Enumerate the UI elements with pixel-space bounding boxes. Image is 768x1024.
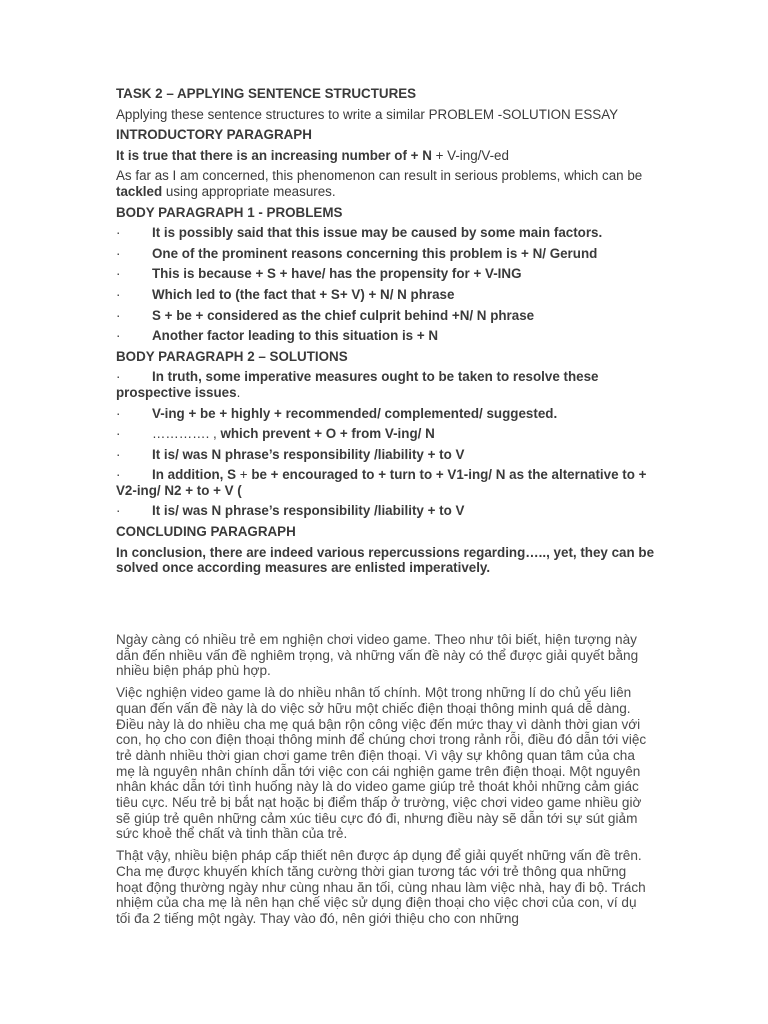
bullet: · (116, 405, 121, 421)
body1-item (116, 308, 656, 324)
body1-item (116, 225, 656, 241)
body2-heading: BODY PARAGRAPH 2 – SOLUTIONS (116, 348, 348, 364)
body2-item5-rest: be + encouraged to + turn to + V1-ing/ N as the alternative to + V2-ing/ N2 + to + V ( (116, 467, 647, 498)
body2-item3-text: which prevent + O + from V-ing/ N (220, 426, 435, 442)
body2-item5-bold: In addition, S (152, 467, 240, 483)
body2-item3-dots: …………. , (152, 426, 221, 442)
bullet: · (116, 266, 121, 282)
bullet: · (116, 426, 121, 442)
intro-line-1 (116, 148, 656, 164)
conclusion-heading: CONCLUDING PARAGRAPH (116, 524, 296, 540)
body2-item6-text: It is/ was N phrase’s responsibility /liability + to V (152, 503, 465, 519)
document-vietnamese-section (116, 632, 652, 933)
body1-item (116, 287, 656, 303)
bullet: · (116, 286, 121, 302)
body1-item-text: One of the prominent reasons concerning this problem is + N/ Gerund (152, 245, 598, 261)
conclusion-text: In conclusion, there are indeed various repercussions regarding….., yet, they can be solved once according measures are enlisted imperatively. (116, 544, 655, 576)
bullet: · (116, 328, 121, 344)
vietnamese-paragraph: Thật vậy, nhiều biện pháp cấp thiết nên được áp dụng để giải quyết những vấn đề trên. Cha mẹ được khuyến khích tăng cường thời gian tương tác với trẻ thông qua những hoạt động thường ngày như cùng nhau ăn tối, cùng nhau làm việc nhà, hay đi bộ. Trách nhiệm của cha mẹ là nên hạn chế việc sử dụng điện thoại cho việc chơi của con, ví dụ tối đa 2 tiếng một ngày. Thay vào đó, nên giới thiệu cho con những (116, 848, 646, 926)
intro-line-1-rest: + V-ing/V-ed (431, 147, 509, 163)
intro-heading: INTRODUCTORY PARAGRAPH (116, 127, 312, 143)
body2-item3 (152, 426, 656, 442)
body2-item5-plus: + (239, 467, 248, 483)
body1-heading: BODY PARAGRAPH 1 - PROBLEMS (116, 204, 343, 220)
vietnamese-paragraph: Ngày càng có nhiều trẻ em nghiện chơi video game. Theo như tôi biết, hiện tượng này dẫn đến nhiều vấn đề nghiêm trọng, và những vấn đề này có thể được giải quyết bằng nhiều biện pháp phù hợp. (116, 632, 639, 679)
task-title: TASK 2 – APPLYING SENTENCE STRUCTURES (116, 86, 417, 101)
document-english-section (116, 86, 656, 581)
body1-item-text: Another factor leading to this situation is + N (152, 328, 439, 344)
body2-item (116, 503, 656, 519)
intro-line-2-b: using appropriate measures. (162, 183, 336, 199)
body2-item (116, 447, 656, 463)
body1-item-text: It is possibly said that this issue may be caused by some main factors. (152, 225, 603, 241)
body1-item-text: Which led to (the fact that + S+ V) + N/ N phrase (152, 286, 455, 302)
bullet: · (116, 446, 121, 462)
bullet: · (116, 467, 121, 483)
intro-line-2 (116, 168, 656, 199)
body1-item (116, 246, 656, 262)
body2-item (116, 467, 656, 498)
vietnamese-paragraph: Việc nghiện video game là do nhiều nhân tố chính. Một trong những lí do chủ yếu liên quan đến vấn đề này là do việc sở hữu một chiếc điện thoại thông minh quá dễ dàng. Điều này là do nhiều cha mẹ quá bận rộn công việc đến mức thay vì dành thời gian với con, họ cho con điện thoại thông minh để chúng chơi trong rảnh rỗi, điều đó dẫn tới việc trẻ dành nhiều thời gian chơi game trên điện thoại. Vì vậy sự không quan tâm của cha mẹ là nguyên nhân chính dẫn tới việc con cái nghiện game trên điện thoại. Một nguyên nhân khác dẫn tới tình huống này là do video game giúp trẻ thoát khỏi những cảm giác tiêu cực. Nếu trẻ bị bắt nạt hoặc bị điểm thấp ở trường, việc chơi video game nhiều giờ sẽ giúp trẻ quên những cảm xúc tiêu cực đó đi, nhưng điều này sẽ dẫn tới sự sút giảm sức khoẻ thể chất và tinh thần của trẻ. (116, 685, 647, 842)
body2-item (116, 369, 656, 400)
bullet: · (116, 225, 121, 241)
intro-line-1-bold: It is true that there is an increasing number of + N (116, 147, 432, 163)
task-subtitle: Applying these sentence structures to write a similar PROBLEM -SOLUTION ESSAY (116, 106, 619, 122)
body1-item-text: This is because + S + have/ has the propensity for + V-ING (152, 266, 522, 282)
bullet: · (116, 307, 121, 323)
body1-item (116, 328, 656, 344)
bullet: · (116, 369, 121, 385)
body2-item4-text: It is/ was N phrase’s responsibility /liability + to V (152, 446, 465, 462)
bullet: · (116, 503, 121, 519)
intro-line-2-bold: tackled (116, 183, 163, 199)
body2-item1-end: . (236, 384, 241, 400)
bullet: · (116, 245, 121, 261)
body2-item2-text: V-ing + be + highly + recommended/ complemented/ suggested. (152, 405, 558, 421)
body1-item-text: S + be + considered as the chief culprit behind +N/ N phrase (152, 307, 535, 323)
body2-item (116, 426, 656, 442)
body1-item (116, 266, 656, 282)
intro-line-2-a: As far as I am concerned, this phenomenon can result in serious problems, which can be (116, 168, 643, 184)
body2-item1-text: In truth, some imperative measures ought to be taken to resolve these prospective issues (116, 369, 599, 400)
body2-item (116, 406, 656, 422)
